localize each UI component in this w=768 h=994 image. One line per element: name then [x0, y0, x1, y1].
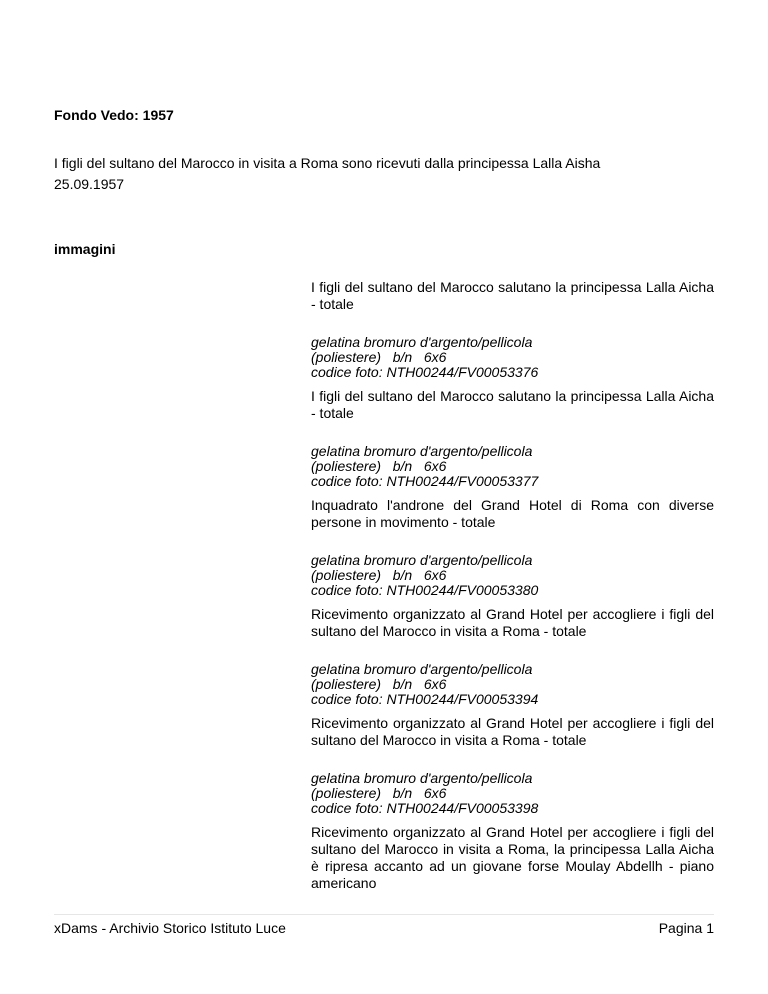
footer-page-number: Pagina 1 [658, 920, 714, 936]
image-material: gelatina bromuro d'argento/pellicola [311, 443, 533, 459]
image-code: codice foto: NTH00244/FV00053380 [311, 582, 539, 598]
image-title: Ricevimento organizzato al Grand Hotel per accogliere i figli del sultano del Marocco in visita a Roma - totale [311, 715, 714, 748]
image-meta [311, 553, 714, 598]
image-format: (poliestere) b/n 6x6 [311, 567, 447, 583]
image-material: gelatina bromuro d'argento/pellicola [311, 661, 533, 677]
image-meta [311, 444, 714, 489]
image-entry [311, 824, 714, 892]
image-format: (poliestere) b/n 6x6 [311, 676, 447, 692]
images-list [311, 279, 714, 892]
images-section-heading: immagini [54, 241, 116, 257]
image-title: I figli del sultano del Marocco salutano la principessa Lalla Aicha - totale [311, 279, 714, 312]
image-material: gelatina bromuro d'argento/pellicola [311, 334, 533, 350]
image-code: codice foto: NTH00244/FV00053377 [311, 473, 539, 489]
description [54, 153, 600, 195]
image-title: Inquadrato l'androne del Grand Hotel di Roma con diverse persone in movimento - totale [311, 497, 714, 530]
image-format: (poliestere) b/n 6x6 [311, 458, 447, 474]
footer-divider [54, 914, 714, 915]
image-title: Ricevimento organizzato al Grand Hotel per accogliere i figli del sultano del Marocco in visita a Roma, la principessa Lalla Aicha è ripresa accanto ad un giovane forse Moulay Abdellh - piano americano [311, 824, 714, 891]
fondo-title: Fondo Vedo: 1957 [54, 107, 174, 123]
image-material: gelatina bromuro d'argento/pellicola [311, 770, 533, 786]
image-meta [311, 771, 714, 816]
image-title: I figli del sultano del Marocco salutano la principessa Lalla Aicha - totale [311, 388, 714, 421]
image-code: codice foto: NTH00244/FV00053394 [311, 691, 539, 707]
description-date: 25.09.1957 [54, 176, 125, 192]
image-title: Ricevimento organizzato al Grand Hotel per accogliere i figli del sultano del Marocco in visita a Roma - totale [311, 606, 714, 639]
image-format: (poliestere) b/n 6x6 [311, 785, 447, 801]
image-entry [311, 279, 714, 380]
image-entry [311, 715, 714, 816]
image-entry [311, 606, 714, 707]
image-meta [311, 662, 714, 707]
image-meta [311, 335, 714, 380]
image-code: codice foto: NTH00244/FV00053376 [311, 364, 539, 380]
description-text: I figli del sultano del Marocco in visita a Roma sono ricevuti dalla principessa Lalla Aisha [54, 155, 601, 171]
image-format: (poliestere) b/n 6x6 [311, 349, 447, 365]
image-material: gelatina bromuro d'argento/pellicola [311, 552, 533, 568]
image-entry [311, 388, 714, 489]
footer-source: xDams - Archivio Storico Istituto Luce [54, 920, 286, 936]
image-code: codice foto: NTH00244/FV00053398 [311, 800, 539, 816]
image-entry [311, 497, 714, 598]
